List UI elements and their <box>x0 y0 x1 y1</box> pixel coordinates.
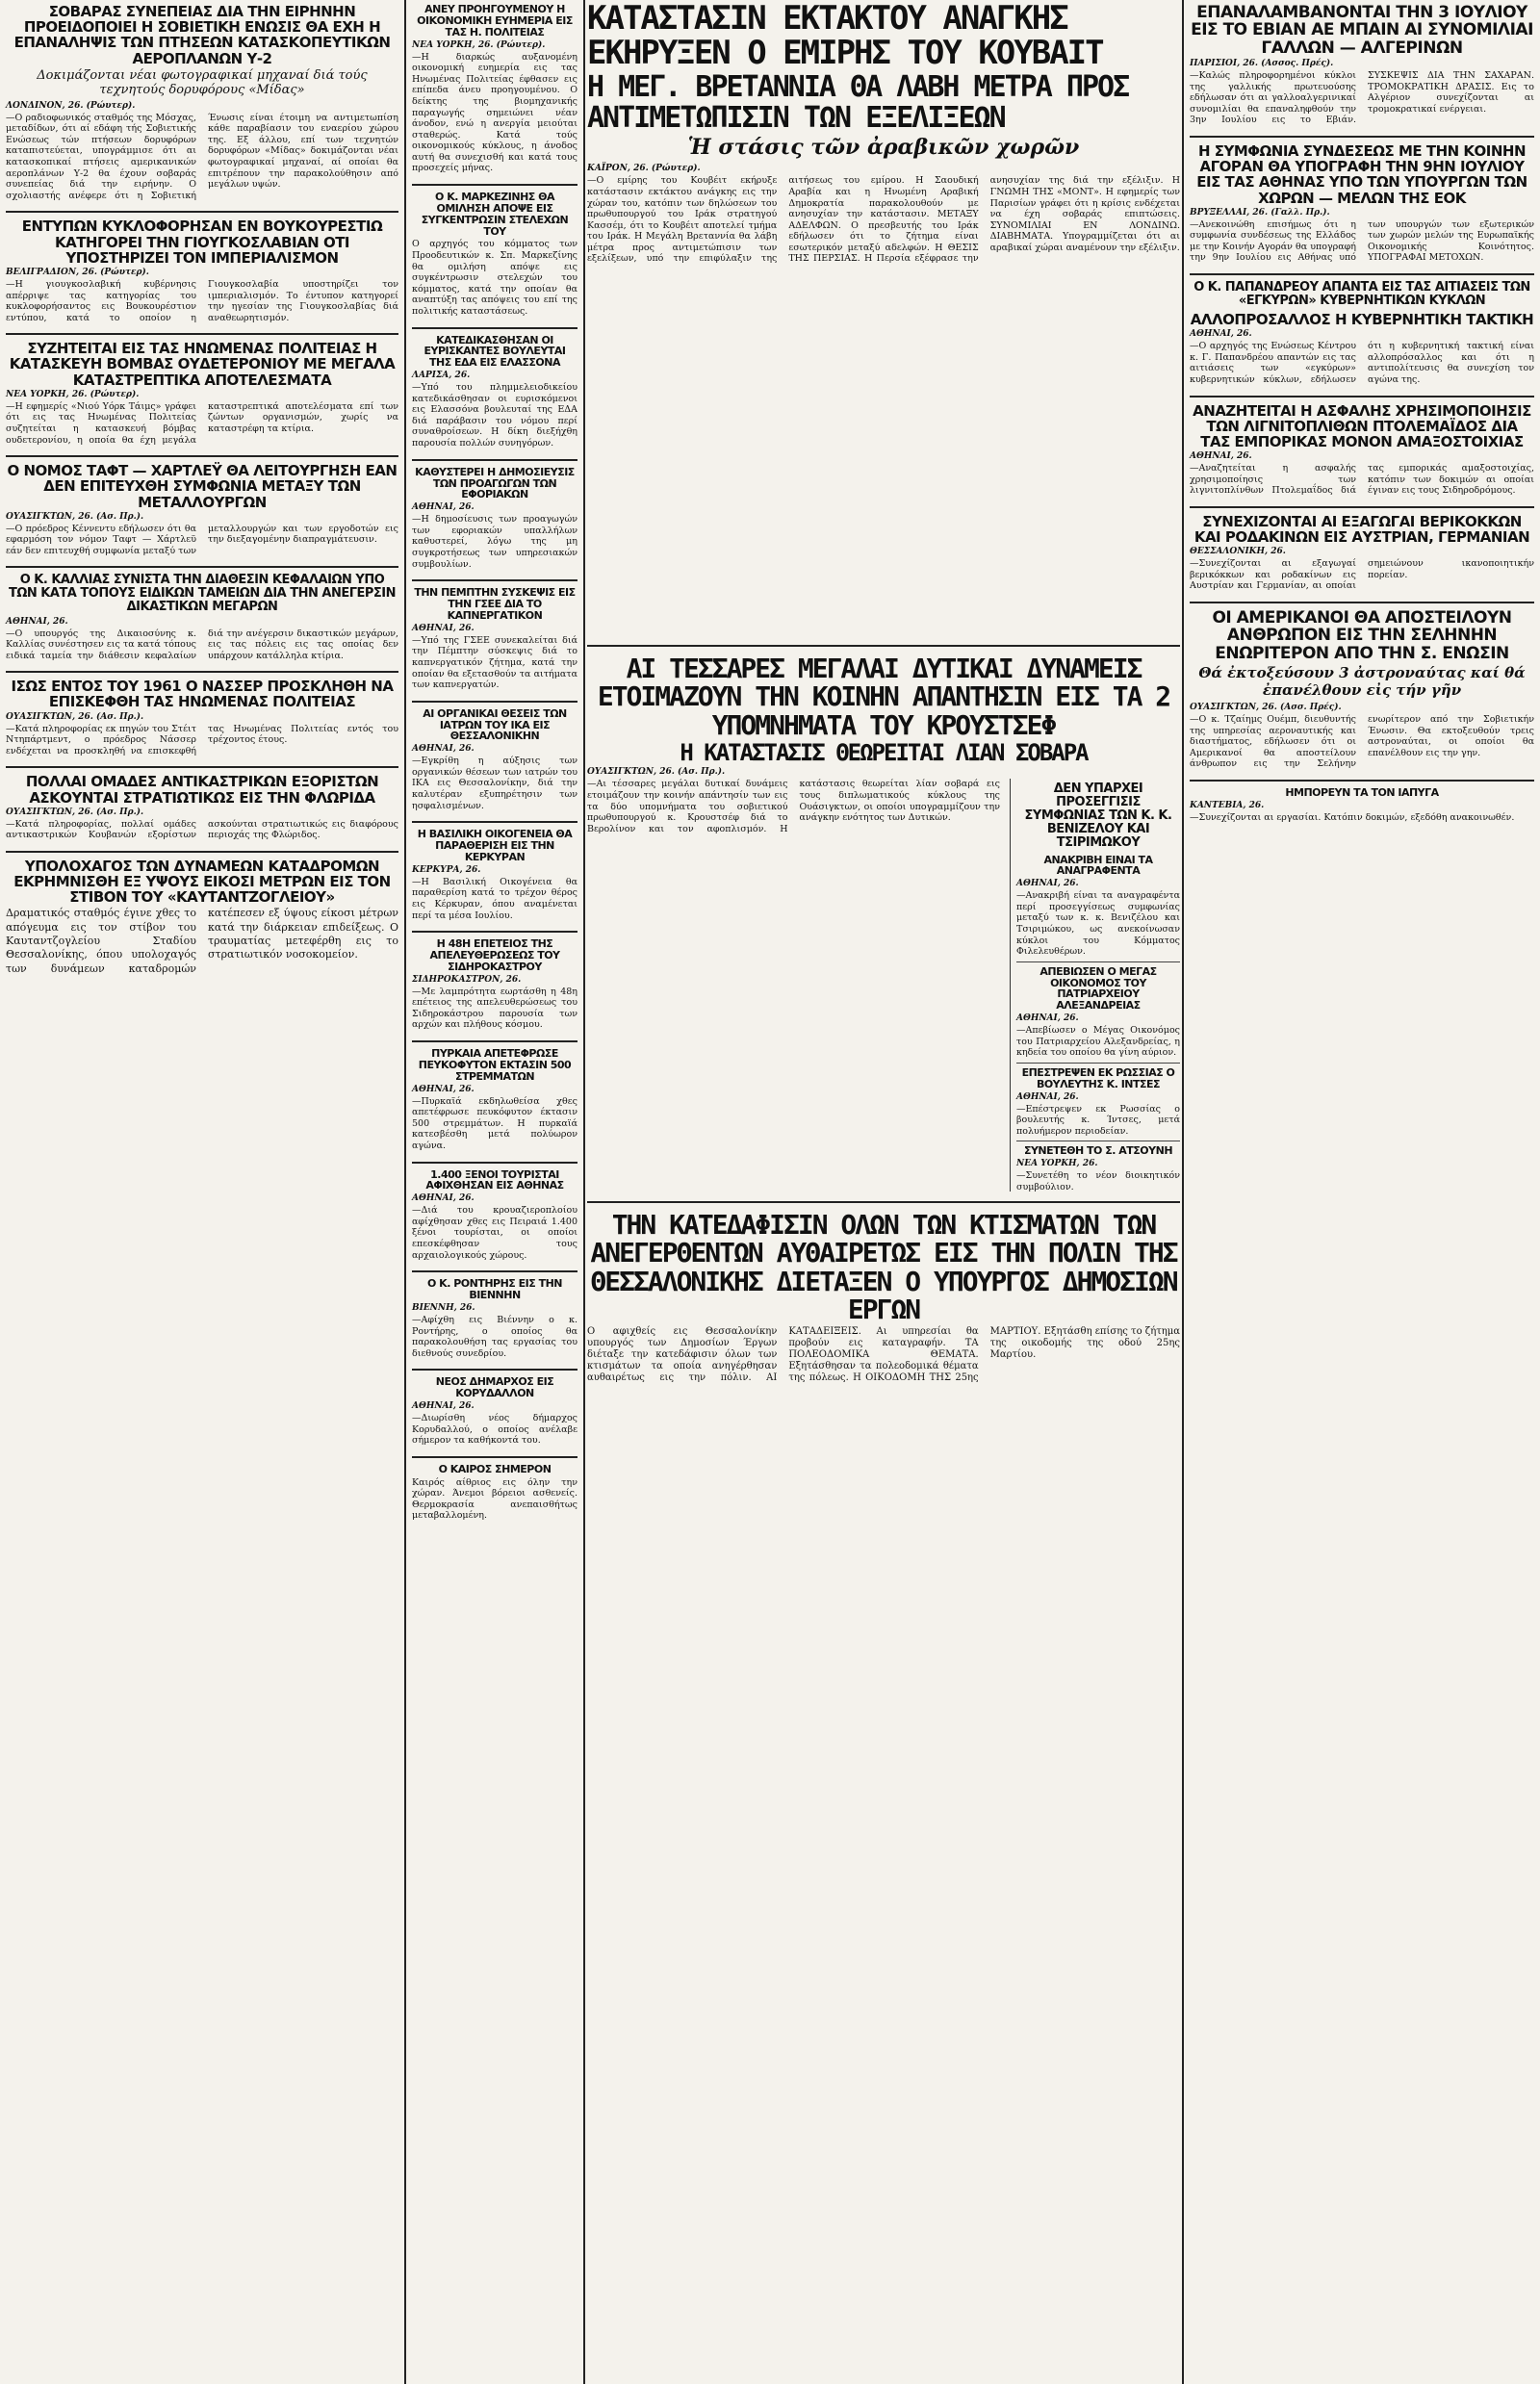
headline: ΣΥΝΕΧΙΖΟΝΤΑΙ ΑΙ ΕΞΑΓΩΓΑΙ ΒΕΡΙΚΟΚΚΩΝ ΚΑΙ ΡΟΔΑΚΙΝΩΝ ΕΙΣ ΑΥΣΤΡΙΑΝ, ΓΕΡΜΑΝΙΑΝ <box>1194 512 1530 547</box>
headline: ΔΕΝ ΥΠΑΡΧΕΙ ΠΡΟΣΕΓΓΙΣΙΣ ΣΥΜΦΩΝΙΑΣ ΤΩΝ Κ. Κ. ΒΕΝΙΖΕΛΟΥ ΚΑΙ ΤΣΙΡΙΜΩΚΟΥ <box>1024 782 1172 851</box>
article-body: —Η γιουγκοσλαβική κυβέρνησις απέρριψε τας κατηγορίας του κυκλοφορήσαντος εις Βουκουρέστιον εντύπου, κατά το οποίον η Γιουγκοσλαβία υποστηρίζει τον ιμπεριαλισμόν. Το έντυπον κατηγορεί την ηγεσίαν της Γιουγκοσλαβίας διά αναθεωρητισμόν. <box>6 278 398 323</box>
divider <box>412 931 578 933</box>
headline: ΚΑΤΕΔΙΚΑΣΘΗΣΑΝ ΟΙ ΕΥΡΙΣΚΑΝΤΕΣ ΒΟΥΛΕΥΤΑΙ ΤΗΣ ΕΔΑ ΕΙΣ ΕΛΑΣΣΟΝΑ <box>424 333 566 370</box>
article-body: —Διωρίσθη νέος δήμαρχος Κορυδαλλού, ο οποίος ανέλαβε σήμερον τα καθήκοντά του. <box>412 1413 578 1447</box>
divider <box>412 327 578 329</box>
headline: ΣΥΖΗΤΕΙΤΑΙ ΕΙΣ ΤΑΣ ΗΝΩΜΕΝΑΣ ΠΟΛΙΤΕΙΑΣ Η ΚΑΤΑΣΚΕΥΗ ΒΟΜΒΑΣ ΟΥΔΕΤΕΡΟΝΙΟΥ ΜΕ ΜΕΓΑΛΑ ΚΑΤΑΣΤΡΕΠΤΙΚΑ ΑΠΟΤΕΛΕΣΜΑΤΑ <box>9 340 396 389</box>
divider <box>1190 136 1534 138</box>
dateline: ΑΘΗΝΑΙ, 26. <box>1190 451 1252 462</box>
headline: ΤΗΝ ΠΕΜΠΤΗΝ ΣΥΣΚΕΨΙΣ ΕΙΣ ΤΗΝ ΓΣΕΕ ΔΙΑ ΤΟ ΚΑΠΝΕΡΓΑΤΙΚΟΝ <box>414 586 576 622</box>
headline: Η ΒΑΣΙΛΙΚΗ ΟΙΚΟΓΕΝΕΙΑ ΘΑ ΠΑΡΑΘΕΡΙΣΗ ΕΙΣ ΤΗΝ ΚΕΡΚΥΡΑΝ <box>417 828 573 863</box>
divider <box>412 184 578 186</box>
article-body: —Η δημοσίευσις των προαγωγών των εφοριακών υπαλλήλων καθυστερεί, λόγω της μη συγκροτήσεως των υπηρεσιακών συμβουλίων. <box>412 514 578 570</box>
divider <box>412 701 578 703</box>
article-columns <box>587 779 1180 1192</box>
article <box>412 335 578 449</box>
divider <box>6 211 398 213</box>
headline: ΑΙ ΤΕΣΣΑΡΕΣ ΜΕΓΑΛΑΙ ΔΥΤΙΚΑΙ ΔΥΝΑΜΕΙΣ ΕΤΟΙΜΑΖΟΥΝ ΤΗΝ ΚΟΙΝΗΝ ΑΠΑΝΤΗΣΙΝ ΕΙΣ ΤΑ 2 ΥΠΟΜΝΗΜΑΤΑ ΤΟΥ ΚΡΟΥΣΤΣΕΦ <box>597 653 1170 741</box>
article-body: Ο αρχηγός του κόμματος των Προοδευτικών κ. Σπ. Μαρκεζίνης θα ομιλήση απόψε εις συγκέντρωσιν στελεχών του κόμματος, κατά την οποίαν θα αναπτύξη τας απόψεις του επί της πολιτικής καταστάσεως. <box>412 239 578 317</box>
article <box>6 4 398 201</box>
headline: ΑΙ ΟΡΓΑΝΙΚΑΙ ΘΕΣΕΙΣ ΤΩΝ ΙΑΤΡΩΝ ΤΟΥ ΙΚΑ ΕΙΣ ΘΕΣΣΑΛΟΝΙΚΗΝ <box>423 706 567 743</box>
article-body: Ο αφιχθείς εις Θεσσαλονίκην υπουργός των Δημοσίων Έργων διέταξε την κατεδάφισιν όλων των κτισμάτων τα οποία ανηγέρθησαν αυθαιρέτως εις την πόλιν. ΑΙ ΚΑΤΑΔΕΙΞΕΙΣ. Αι υπηρεσίαι θα προβούν εις καταγραφήν. ΤΑ ΠΟΛΕΟΔΟΜΙΚΑ ΘΕΜΑΤΑ. Εξητάσθησαν τα πολεοδομικά θέματα της πόλεως. Η ΟΙΚΟΔΟΜΗ ΤΗΣ 25ης ΜΑΡΤΙΟΥ. Εξητάσθη επίσης το ζήτημα της οικοδομής της οδού 25ης Μαρτίου. <box>587 1325 1180 1384</box>
divider <box>6 671 398 673</box>
article <box>412 1169 578 1262</box>
divider <box>412 1456 578 1458</box>
article-body: —Ο αρχηγός της Ενώσεως Κέντρου κ. Γ. Παπανδρέου απαντών εις τας αιτιάσεις των «εγκύρων» κυβερνητικών κύκλων, εδήλωσεν ότι η κυβερνητική τακτική είναι αλλοπρόσαλλος και ότι η αντιπολίτευσις θα συνεχίση τον αγώνα της. <box>1190 341 1534 386</box>
headline-secondary: Η ΚΑΤΑΣΤΑΣΙΣ ΘΕΩΡΕΙΤΑΙ ΛΙΑΝ ΣΟΒΑΡΑ <box>680 739 1088 767</box>
article-body: —Η διαρκώς αυξανομένη οικονομική ευημερία εις τας Ηνωμένας Πολιτείας έφθασεν εις επίπεδα άνευ προηγουμένου. Ο δείκτης της βιομηχανικής παραγωγής σημειώνει νέαν άνοδον, ενώ η ανεργία μειούται σταθερώς. Κατά τούς οικονομικούς κύκλους, η άνοδος αυτή θα συνεχισθή και κατά τους προσεχείς μήνας. <box>412 51 578 174</box>
article-body: —Με λαμπρότητα εωρτάσθη η 48η επέτειος της απελευθερώσεως του Σιδηροκάστρου παρουσία των αρχών και πλήθους κόσμου. <box>412 986 578 1031</box>
headline-secondary: ΑΛΛΟΠΡΟΣΑΛΛΟΣ Η ΚΥΒΕΡΝΗΤΙΚΗ ΤΑΚΤΙΚΗ <box>1190 311 1534 329</box>
dateline: ΚΕΡΚΥΡΑ, 26. <box>412 864 481 875</box>
sidebar-briefs <box>1010 779 1180 1192</box>
dateline: ΑΘΗΝΑΙ, 26. <box>412 502 475 513</box>
dateline: ΛΟΝΔΙΝΟΝ, 26. (Ρώυτερ). <box>6 100 136 111</box>
article <box>1190 281 1534 386</box>
headline: ΠΟΛΛΑΙ ΟΜΑΔΕΣ ΑΝΤΙΚΑΣΤΡΙΚΩΝ ΕΞΟΡΙΣΤΩΝ ΑΣΚΟΥΝΤΑΙ ΣΤΡΑΤΙΩΤΙΚΩΣ ΕΙΣ ΤΗΝ ΦΛΩΡΙΔΑ <box>25 773 379 807</box>
article-body: —Ο υπουργός της Δικαιοσύνης κ. Καλλίας συνέστησεν εις τα κατά τόπους ειδικά ταμεία την διάθεσιν κεφαλαίων διά την ανέγερσιν δικαστικών μεγάρων, εις τας πόλεις εις τας οποίας δεν υπάρχουν κατάλληλα κτίρια. <box>6 628 398 661</box>
subhead: Ἡ στάσις τῶν ἀραβικῶν χωρῶν <box>687 135 1080 161</box>
headline: Ο Κ. ΡΟΝΤΗΡΗΣ ΕΙΣ ΤΗΝ ΒΙΕΝΝΗΝ <box>426 1277 563 1302</box>
headline: ΑΝΑΖΗΤΕΙΤΑΙ Η ΑΣΦΑΛΗΣ ΧΡΗΣΙΜΟΠΟΙΗΣΙΣ ΤΩΝ ΛΙΓΝΙΤΟΠΛΙΘΩΝ ΠΤΟΛΕΜΑΪΔΟΣ ΔΙΑ ΤΑΣ ΕΜΠΟΡΙΚΑΣ ΜΟΝΟΝ ΑΜΑΞΟΣΤΟΙΧΙΑΣ <box>1193 401 1531 450</box>
headline: ΗΜΠΟΡΕΥΝ ΤΑ ΤΟΝ ΙΑΠΥΓΑ <box>1285 785 1439 799</box>
article-body: —Κατά πληροφορίας, πολλαί ομάδες αντικαστρικών Κουβανών εξορίστων ασκούνται στρατιωτικώς εις διαφόρους περιοχάς της Φλώριδος. <box>6 818 398 841</box>
dateline: ΑΘΗΝΑΙ, 26. <box>1016 1013 1079 1024</box>
article-body: —Ο εμίρης του Κουβέιτ εκήρυξε κατάστασιν εκτάκτου ανάγκης εις την χώραν του, κατόπιν των δηλώσεων του πρωθυπουργού του Ιράκ στρατηγού Κασσέμ, ότι το Κουβέιτ αποτελεί τμήμα του Ιράκ. Η Μεγάλη Βρεταννία θα λάβη μέτρα προς αντιμετώπισιν των εξελίξεων, υπό την επιφύλαξιν της αιτήσεως του εμίρου. Η Σαουδική Αραβία και η Ηνωμένη Αραβική Δημοκρατία παρακολουθούν με ανησυχίαν την κατάστασιν. ΜΕΤΑΞΥ ΑΔΕΛΦΩΝ. Ο πρεσβευτής του Ιράκ εδήλωσεν ότι το ζήτημα είναι εσωτερικόν μεταξύ αδελφών. Η ΘΕΣΙΣ ΤΗΣ ΠΕΡΣΙΑΣ. Η Περσία εξέφρασε την ανησυχίαν της διά την εξέλιξιν. Η ΓΝΩΜΗ ΤΗΣ «ΜΟΝΤ». Η εφημερίς των Παρισίων γράφει ότι η κρίσις ενδέχεται να έχη σοβαράς επιπτώσεις. ΣΥΝΟΜΙΛΙΑΙ ΕΝ ΛΟΝΔΙΝΩ. ΔΙΑΒΗΜΑΤΑ. Υπογραμμίζεται ότι αι αραβικαί χώραι αναμένουν την εξέλιξιν. <box>587 175 1180 265</box>
article-body: —Ο κ. Τζαίημς Ουέμπ, διευθυντής της υπηρεσίας αεροναυτικής και διαστήματος, εδήλωσεν ότι οι Αμερικανοί θα αποστείλουν άνθρωπον εις την Σελήνην ενωρίτερον από την Σοβιετικήν Ένωσιν. Θα εκτοξευθούν τρεις αστροναύται, οι οποίοι θα επανέλθουν εις την γην. <box>1190 714 1534 770</box>
headline: ΕΠΑΝΑΛΑΜΒΑΝΟΝΤΑΙ ΤΗΝ 3 ΙΟΥΛΙΟΥ ΕΙΣ ΤΟ ΕΒΙΑΝ ΑΕ ΜΠΑΙΝ ΑΙ ΣΥΝΟΜΙΛΙΑΙ ΓΑΛΛΩΝ — ΑΛΓΕΡΙΝΩΝ <box>1191 3 1533 58</box>
dateline: ΒΕΛΙΓΡΑΔΙΟΝ, 26. (Ρώυτερ). <box>6 267 149 277</box>
article <box>6 859 398 976</box>
divider <box>1190 602 1534 603</box>
divider <box>412 459 578 461</box>
article-body: —Αι τέσσαρες μεγάλαι δυτικαί δυνάμεις ετοιμάζουν την κοινήν απάντησίν των εις τα δύο υπομνήματα του σοβιετικού πρωθυπουργού κ. Κρουστσέφ διά το Βερολίνον και τον αφοπλισμόν. Η κατάστασις θεωρείται λίαν σοβαρά εις τους διπλωματικούς κύκλους της Ουάσιγκτων, οι οποίοι υπογραμμίζουν την ανάγκην ενότητος των Δυτικών. <box>587 779 1000 834</box>
dateline: ΒΙΕΝΝΗ, 26. <box>412 1302 475 1313</box>
subhead: Δοκιμάζονται νέαι φωτογραφικαί μηχαναί διά τούς τεχνητούς δορυφόρους «Μίδας» <box>37 67 368 97</box>
dateline: ΘΕΣΣΑΛΟΝΙΚΗ, 26. <box>1190 547 1286 557</box>
article-body: —Συνεχίζονται αι εργασίαι. Κατόπιν δοκιμών, εξεδόθη ανακοινωθέν. <box>1190 811 1515 823</box>
article <box>6 218 398 323</box>
article-body: —Υπό της ΓΣΕΕ συνεκαλείται διά την Πέμπτην σύσκεψις διά το καπνεργατικόν ζήτημα, κατά την οποίαν θα εξετασθούν τα αιτήματα των καπνεργατών. <box>412 634 578 691</box>
dateline: ΑΘΗΝΑΙ, 26. <box>1016 879 1079 889</box>
article-body: —Αναζητείται η ασφαλής χρησιμοποίησις των λιγνιτοπλίνθων Πτολεμαΐδος διά τας εμπορικάς αμαξοστοιχίας, κατόπιν των δοκιμών αι οποίαι έγιναν εις τους Σιδηροδρόμους. <box>1190 463 1534 497</box>
headline: ΑΝΕΥ ΠΡΟΗΓΟΥΜΕΝΟΥ Η ΟΙΚΟΝΟΜΙΚΗ ΕΥΗΜΕΡΙΑ ΕΙΣ ΤΑΣ Η. ΠΟΛΙΤΕΙΑΣ <box>417 3 573 38</box>
dateline: ΑΘΗΝΑΙ, 26. <box>412 623 475 633</box>
article-body: —Διά του κρουαζιεροπλοίου αφίχθησαν χθες εις Πειραιά 1.400 ξένοι τουρίσται, οι οποίοι επεσκέφθησαν τους αρχαιολογικούς χώρους. <box>412 1205 578 1261</box>
article-body: —Ανακριβή είναι τα αναγραφέντα περί προσεγγίσεως συμφωνίας μεταξύ των κ. κ. Βενιζέλου και Τσιριμώκου, ως ανεκοίνωσαν κύκλοι του Κόμματος Φιλελευθέρων. <box>1016 890 1180 958</box>
headline: Ο Κ. ΜΑΡΚΕΖΙΝΗΣ ΘΑ ΟΜΙΛΗΣΗ ΑΠΟΨΕ ΕΙΣ ΣΥΓΚΕΝΤΡΩΣΙΝ ΣΤΕΛΕΧΩΝ ΤΟΥ <box>421 190 569 238</box>
headline: 1.400 ΞΕΝΟΙ ΤΟΥΡΙΣΤΑΙ ΑΦΙΧΘΗΣΑΝ ΕΙΣ ΑΘΗΝΑΣ <box>425 1167 564 1192</box>
article <box>6 774 398 841</box>
article-body: —Ο ραδιοφωνικός σταθμός της Μόσχας, μεταδίδων, ότι αί εδάφη τής Σοβιετικής Ενώσεως τών πτήσεων δορυφόρων καταπιστεύεται, υπογράμμισε ότι αι κατασκοπικαί πτήσεις αμερικανικών αεροπλάνων Υ-2 θα έχουν σοβαράς συνεπείας διά την ειρήνην. Ο σχολιαστής ανέφερε ότι η Σοβιετική Ένωσις είναι έτοιμη να αντιμετωπίση κάθε παραβίασιν του εναερίου χώρου της. Εξ άλλου, επί των τεχνητών δορυφόρων «Μίδας» δοκιμάζονται νέαι φωτογραφικαί μηχαναί, αί οποίαι θα επιτρέπουν την παρακολούθησιν από μεγάλων υψών. <box>6 112 398 201</box>
article-body: —Η εφημερίς «Νιού Υόρκ Τάιμς» γράφει ότι εις τας Ηνωμένας Πολιτείας συζητείται η κατασκευή βόμβας ουδετερονίου, η οποία θα έχη μεγάλα καταστρεπτικά αποτελέσματα επί των ζώντων οργανισμών, χωρίς να καταστρέφη τα κτίρια. <box>6 400 398 446</box>
article-body: —Κατά πληροφορίας εκ πηγών του Στέιτ Ντηπάρτμεντ, ο πρόεδρος Νάσσερ ενδέχεται να προσκληθή να επισκεφθή τας Ηνωμένας Πολιτείας εντός του τρέχοντος έτους. <box>6 723 398 756</box>
headline: ΥΠΟΛΟΧΑΓΟΣ ΤΩΝ ΔΥΝΑΜΕΩΝ ΚΑΤΑΔΡΟΜΩΝ ΕΚΡΗΜΝΙΣΘΗ ΕΞ ΥΨΟΥΣ ΕΙΚΟΣΙ ΜΕΤΡΩΝ ΕΙΣ ΤΟΝ ΣΤΙΒΟΝ ΤΟΥ «ΚΑΥΤΑΝΤΖΟΓΛΕΙΟΥ» <box>13 857 391 907</box>
article <box>1190 143 1534 264</box>
dateline: ΠΑΡΙΣΙΟΙ, 26. (Ασσος. Πρές). <box>1190 59 1334 69</box>
article <box>1190 787 1534 823</box>
article <box>6 463 398 556</box>
article-body: —Ο πρόεδρος Κέννεντυ εδήλωσεν ότι θα εφαρμόση τον νόμον Ταφτ — Χάρτλεϋ εάν δεν επιτευχθή συμφωνία μεταξύ των μεταλλουργών και των εργοδοτών εις την διεξαγομένην διαπραγμάτευσιν. <box>6 523 398 556</box>
dateline: ΚΑΪΡΟΝ, 26. (Ρώυτερ). <box>587 164 701 174</box>
article-body: —Αφίχθη εις Βιέννην ο κ. Ροντήρης, ο οποίος θα παρακολουθήση τας εργασίας του διεθνούς συνεδρίου. <box>412 1314 578 1359</box>
divider <box>1190 780 1534 782</box>
headline: Ο ΚΑΙΡΟΣ ΣΗΜΕΡΟΝ <box>438 1462 552 1475</box>
dateline: ΟΥΑΣΙΓΚΤΩΝ, 26. (Ασσ. Πρές). <box>1190 703 1342 713</box>
divider <box>6 566 398 568</box>
subhead: ΑΝΑΚΡΙΒΗ ΕΙΝΑΙ ΤΑ ΑΝΑΓΡΑΦΕΝΤΑ <box>1043 853 1153 878</box>
dateline: ΟΥΑΣΙΓΚΤΩΝ, 26. (Ασ. Πρ.). <box>6 807 144 817</box>
dateline: ΑΘΗΝΑΙ, 26. <box>412 1193 475 1204</box>
dateline: ΑΘΗΝΑΙ, 26. <box>412 1401 475 1412</box>
divider <box>6 851 398 853</box>
article <box>587 1209 1180 2345</box>
divider <box>1190 506 1534 508</box>
lead-article <box>587 0 1180 635</box>
article <box>412 4 578 174</box>
article <box>412 708 578 812</box>
divider <box>6 455 398 457</box>
article <box>587 653 1180 1192</box>
divider <box>412 1040 578 1042</box>
article <box>412 829 578 921</box>
right-column <box>1184 0 1540 2384</box>
headline: Ο Κ. ΚΑΛΛΙΑΣ ΣΥΝΙΣΤΑ ΤΗΝ ΔΙΑΘΕΣΙΝ ΚΕΦΑΛΑΙΩΝ ΥΠΟ ΤΩΝ ΚΑΤΑ ΤΟΠΟΥΣ ΕΙΔΙΚΩΝ ΤΑΜΕΙΩΝ ΔΙΑ ΤΗΝ ΑΝΕΓΕΡΣΙΝ ΔΙΚΑΣΤΙΚΩΝ ΜΕΓΑΡΩΝ <box>8 573 397 615</box>
dateline: ΑΘΗΝΑΙ, 26. <box>412 1084 475 1094</box>
divider <box>587 1201 1180 1203</box>
headline: Ο Κ. ΠΑΠΑΝΔΡΕΟΥ ΑΠΑΝΤΑ ΕΙΣ ΤΑΣ ΑΙΤΙΑΣΕΙΣ ΤΩΝ «ΕΓΚΥΡΩΝ» ΚΥΒΕΡΝΗΤΙΚΩΝ ΚΥΚΛΩΝ <box>1194 280 1530 309</box>
article-body: —Συνετέθη το νέον διοικητικόν συμβούλιον. <box>1016 1170 1180 1192</box>
headline: ΠΥΡΚΑΙΑ ΑΠΕΤΕΦΡΩΣΕ ΠΕΥΚΟΦΥΤΟΝ ΕΚΤΑΣΙΝ 500 ΣΤΡΕΜΜΑΤΩΝ <box>418 1047 572 1083</box>
headline: ΚΑΤΑΣΤΑΣΙΝ ΕΚΤΑΚΤΟΥ ΑΝΑΓΚΗΣ ΕΚΗΡΥΞΕΝ Ο ΕΜΙΡΗΣ ΤΟΥ ΚΟΥΒΑΙΤ <box>587 0 1103 72</box>
divider <box>1190 273 1534 275</box>
article <box>6 574 398 661</box>
divider <box>412 579 578 581</box>
divider <box>412 821 578 823</box>
article-main-column <box>587 779 1000 1192</box>
divider <box>6 766 398 768</box>
article <box>6 679 398 756</box>
article-body: —Πυρκαϊά εκδηλωθείσα χθες απετέφρωσε πευκόφυτον έκτασιν 500 στρεμμάτων. Η πυρκαϊά κατεσβέσθη μετά πολύωρον αγώνα. <box>412 1095 578 1151</box>
dateline: ΟΥΑΣΙΓΚΤΩΝ, 26. (Ασ. Πρ.). <box>6 711 144 722</box>
dateline: ΑΘΗΝΑΙ, 26. <box>6 616 68 627</box>
dateline: ΛΑΡΙΣΑ, 26. <box>412 371 471 381</box>
divider <box>587 645 1180 647</box>
article <box>412 938 578 1031</box>
article-body: —Εγκρίθη η αύξησις των οργανικών θέσεων των ιατρών του ΙΚΑ εις Θεσσαλονίκην, διά την καλυτέραν εξυπηρέτησιν των ησφαλισμένων. <box>412 756 578 811</box>
divider <box>6 333 398 335</box>
article-body: —Υπό του πλημμελειοδικείου κατεδικάσθησαν οι ευρισκόμενοι εις Ελασσόνα βουλευταί της ΕΔΑ διά παράβασιν του νόμου περί συναθροίσεων. Η δίκη διεξήχθη παρουσία πολλών συνηγόρων. <box>412 382 578 449</box>
article <box>412 1048 578 1152</box>
headline: ΟΙ ΑΜΕΡΙΚΑΝΟΙ ΘΑ ΑΠΟΣΤΕΙΛΟΥΝ ΑΝΘΡΩΠΟΝ ΕΙΣ ΤΗΝ ΣΕΛΗΝΗΝ ΕΝΩΡΙΤΕΡΟΝ ΑΠΟ ΤΗΝ Σ. ΕΝΩΣΙΝ <box>1212 608 1512 663</box>
article <box>1190 514 1534 592</box>
dateline: ΣΙΔΗΡΟΚΑΣΤΡΟΝ, 26. <box>412 974 522 985</box>
headline: Η ΣΥΜΦΩΝΙΑ ΣΥΝΔΕΣΕΩΣ ΜΕ ΤΗΝ ΚΟΙΝΗΝ ΑΓΟΡΑΝ ΘΑ ΥΠΟΓΡΑΦΗ ΤΗΝ 9ΗΝ ΙΟΥΛΙΟΥ ΕΙΣ ΤΑΣ ΑΘΗΝΑΣ ΥΠΟ ΤΩΝ ΥΠΟΥΡΓΩΝ ΤΩΝ ΧΩΡΩΝ — ΜΕΛΩΝ ΤΗΣ ΕΟΚ <box>1196 141 1527 207</box>
headline: ΣΥΝΕΤΕΘΗ ΤΟ Σ. ΑΤΣΟΥΝΗ <box>1023 1144 1173 1158</box>
dateline: ΒΡΥΞΕΛΛΑΙ, 26. (Γαλλ. Πρ.). <box>1190 207 1330 218</box>
headline-secondary: Η ΜΕΓ. ΒΡΕΤΑΝΝΙΑ ΘΑ ΛΑΒΗ ΜΕΤΡΑ ΠΡΟΣ ΑΝΤΙΜΕΤΩΠΙΣΙΝ ΤΩΝ ΕΞΕΛΙΞΕΩΝ <box>587 70 1129 135</box>
article <box>1190 4 1534 126</box>
headline: ΑΠΕΒΙΩΣΕΝ Ο ΜΕΓΑΣ ΟΙΚΟΝΟΜΟΣ ΤΟΥ ΠΑΤΡΙΑΡΧΕΙΟΥ ΑΛΕΞΑΝΔΡΕΙΑΣ <box>1040 964 1157 1013</box>
divider <box>1016 961 1180 962</box>
article <box>412 587 578 691</box>
headline: ΤΗΝ ΚΑΤΕΔΑΦΙΣΙΝ ΟΛΩΝ ΤΩΝ ΚΤΙΣΜΑΤΩΝ ΤΩΝ ΑΝΕΓΕΡΘΕΝΤΩΝ ΑΥΘΑΙΡΕΤΩΣ ΕΙΣ ΤΗΝ ΠΟΛΙΝ ΤΗΣ ΘΕΣΣΑΛΟΝΙΚΗΣ ΔΙΕΤΑΞΕΝ Ο ΥΠΟΥΡΓΟΣ ΔΗΜΟΣΙΩΝ ΕΡΓΩΝ <box>590 1209 1177 1326</box>
headline: Η 48Η ΕΠΕΤΕΙΟΣ ΤΗΣ ΑΠΕΛΕΥΘΕΡΩΣΕΩΣ ΤΟΥ ΣΙΔΗΡΟΚΑΣΤΡΟΥ <box>429 937 560 973</box>
dateline: ΚΑΝΤΕΒΙΑ, 26. <box>1190 800 1265 810</box>
divider <box>1016 1063 1180 1064</box>
divider <box>1190 396 1534 397</box>
article-body: —Καλώς πληροφορημένοι κύκλοι της γαλλικής πρωτευούσης εδήλωσαν ότι αι γαλλοαλγερινικαί συνομιλίαι θα επαναληφθούν την 3ην Ιουλίου εις το Εβιάν. ΣΥΣΚΕΨΙΣ ΔΙΑ ΤΗΝ ΣΑΧΑΡΑΝ. ΤΡΟΜΟΚΡΑΤΙΚΗ ΔΡΑΣΙΣ. Εις το Αλγέριον συνεχίζονται αι τρομοκρατικαί ενέργειαι. <box>1190 70 1534 126</box>
article-body: —Η Βασιλική Οικογένεια θα παραθερίση κατά το τρέχον θέρος εις Κέρκυραν, όπου αναμένεται περί τα μέσα Ιουλίου. <box>412 876 578 921</box>
headline: ΚΑΘΥΣΤΕΡΕΙ Η ΔΗΜΟΣΙΕΥΣΙΣ ΤΩΝ ΠΡΟΑΓΩΓΩΝ ΤΩΝ ΕΦΟΡΙΑΚΩΝ <box>415 465 575 501</box>
dateline: ΝΕΑ ΥΟΡΚΗ, 26. <box>1016 1159 1098 1169</box>
column-rule <box>583 0 585 2384</box>
article <box>1190 403 1534 497</box>
article-body: —Απεβίωσεν ο Μέγας Οικονόμος του Πατριαρχείου Αλεξανδρείας, η κηδεία του οποίου θα γίνη αύριον. <box>1016 1025 1180 1059</box>
divider <box>412 1369 578 1371</box>
subhead: Θά ἐκτοξεύσουν 3 ἀστροναύτας καί θά ἐπανέλθουν εἰς τήν γῆν <box>1198 664 1526 700</box>
article <box>1190 609 1534 770</box>
article <box>412 467 578 571</box>
headline: ΣΟΒΑΡΑΣ ΣΥΝΕΠΕΙΑΣ ΔΙΑ ΤΗΝ ΕΙΡΗΝΗΝ ΠΡΟΕΙΔΟΠΟΙΕΙ Η ΣΟΒΙΕΤΙΚΗ ΕΝΩΣΙΣ ΘΑ ΕΧΗ Η ΕΠΑΝΑΛΗΨΙΣ ΤΩΝ ΠΤΗΣΕΩΝ ΚΑΤΑΣΚΟΠΕΥΤΙΚΩΝ ΑΕΡΟΠΛΑΝΩΝ Υ-2 <box>13 3 391 67</box>
article <box>412 1464 578 1522</box>
dateline: ΑΘΗΝΑΙ, 26. <box>1016 1091 1079 1102</box>
dateline: ΟΥΑΣΙΓΚΤΩΝ, 26. (Ασ. Πρ.). <box>587 767 726 778</box>
dateline: ΑΘΗΝΑΙ, 26. <box>412 744 475 755</box>
left-column <box>0 0 404 2384</box>
dateline: ΟΥΑΣΙΓΚΤΩΝ, 26. (Ασ. Πρ.). <box>6 511 144 522</box>
dateline: ΝΕΑ ΥΟΡΚΗ, 26. (Ρώυτερ). <box>412 39 546 50</box>
second-column <box>406 0 583 2384</box>
divider <box>412 1270 578 1272</box>
article-body: —Επέστρεψεν εκ Ρωσσίας ο βουλευτής κ. Ίντσες, μετά πολυήμερον περιοδείαν. <box>1016 1103 1180 1137</box>
center-area <box>587 0 1180 2384</box>
headline: ΙΣΩΣ ΕΝΤΟΣ ΤΟΥ 1961 Ο ΝΑΣΣΕΡ ΠΡΟΣΚΛΗΘΗ ΝΑ ΕΠΙΣΚΕΦΘΗ ΤΑΣ ΗΝΩΜΕΝΑΣ ΠΟΛΙΤΕΙΑΣ <box>11 678 394 711</box>
headline: ΝΕΟΣ ΔΗΜΑΡΧΟΣ ΕΙΣ ΚΟΡΥΔΑΛΛΟΝ <box>435 1375 554 1400</box>
article-body: Καιρός αίθριος εις όλην την χώραν. Άνεμοι βόρειοι ασθενείς. Θερμοκρασία ανεπαισθήτως μεταβαλλομένη. <box>412 1476 578 1522</box>
headline: ΕΝΤΥΠΩΝ ΚΥΚΛΟΦΟΡΗΣΑΝ ΕΝ ΒΟΥΚΟΥΡΕΣΤΙΩ ΚΑΤΗΓΟΡΕΙ ΤΗΝ ΓΙΟΥΓΚΟΣΛΑΒΙΑΝ ΟΤΙ ΥΠΟΣΤΗΡΙΖΕΙ ΤΟΝ ΙΜΠΕΡΙΑΛΙΣΜΟΝ <box>21 218 383 267</box>
divider <box>412 1162 578 1164</box>
article <box>412 192 578 318</box>
dateline: ΑΘΗΝΑΙ, 26. <box>1190 329 1252 340</box>
article-body: —Συνεχίζονται αι εξαγωγαί βερικόκκων και ροδακίνων εις Αυστρίαν και Γερμανίαν, αι οποίαι σημειώνουν ικανοποιητικήν πορείαν. <box>1190 558 1534 592</box>
headline: ΕΠΕΣΤΡΕΨΕΝ ΕΚ ΡΩΣΣΙΑΣ Ο ΒΟΥΛΕΥΤΗΣ Κ. ΙΝΤΣΕΣ <box>1021 1065 1175 1090</box>
dateline: ΝΕΑ ΥΟΡΚΗ, 26. (Ρώυτερ). <box>6 389 140 399</box>
article-body: Δραματικός σταθμός έγινε χθες το απόγευμα εις τον στίβον του Καυταντζογλείου Σταδίου Θεσσαλονίκης, όπου υπολοχαγός των δυνάμεων καταδρομών κατέπεσεν εξ ύψους είκοσι μέτρων κατά την διάρκειαν επιδείξεως. Ο τραυματίας μετεφέρθη εις το στρατιωτικόν νοσοκομείον. <box>6 907 398 975</box>
article <box>412 1278 578 1359</box>
article-body: —Ανεκοινώθη επισήμως ότι η συμφωνία συνδέσεως της Ελλάδος με την Κοινήν Αγοράν θα υπογραφή την 9ην Ιουλίου εις Αθήνας υπό των υπουργών των εξωτερικών των χωρών μελών της Ευρωπαϊκής Οικονομικής Κοινότητος. ΥΠΟΓΡΑΦΑΙ ΜΕΤΟΧΩΝ. <box>1190 218 1534 264</box>
article <box>412 1376 578 1446</box>
headline: Ο ΝΟΜΟΣ ΤΑΦΤ — ΧΑΡΤΛΕΫ ΘΑ ΛΕΙΤΟΥΡΓΗΣΗ ΕΑΝ ΔΕΝ ΕΠΙΤΕΥΧΘΗ ΣΥΜΦΩΝΙΑ ΜΕΤΑΞΥ ΤΩΝ ΜΕΤΑΛΛΟΥΡΓΩΝ <box>7 462 398 511</box>
article <box>6 341 398 446</box>
